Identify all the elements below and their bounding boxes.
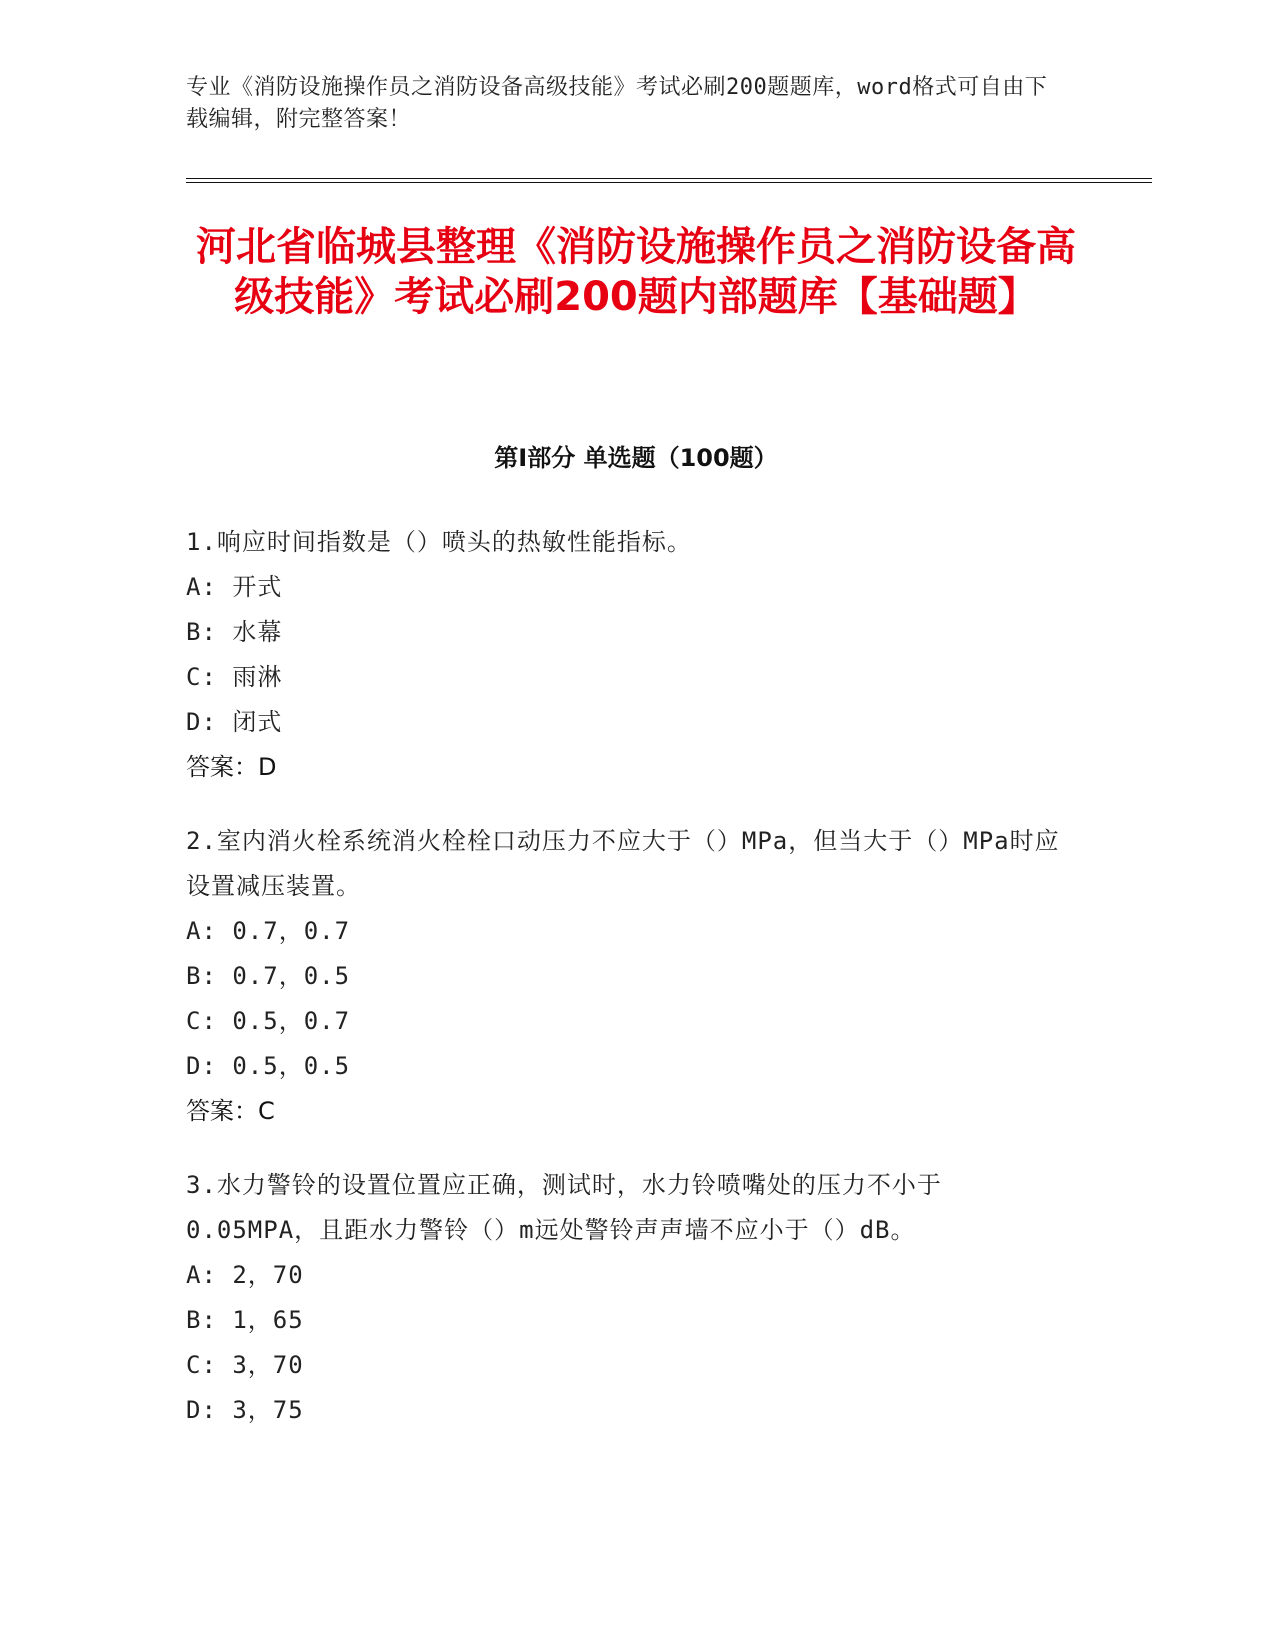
option-b: B: 0.7，0.5 — [186, 962, 351, 990]
answer: 答案：D — [186, 753, 277, 781]
question-3 — [186, 1163, 1066, 1433]
option-c: C: 3，70 — [186, 1351, 304, 1379]
question-2 — [186, 819, 1066, 1134]
option-a: A: 0.7，0.7 — [186, 917, 351, 945]
page-title: 河北省临城县整理《消防设施操作员之消防设备高级技能》考试必刷200题内部题库【基础题】 — [196, 224, 1076, 320]
option-b: B: 水幕 — [186, 618, 283, 646]
question-stem: 3.水力警铃的设置位置应正确，测试时，水力铃喷嘴处的压力不小于0.05MPA，且距水力警铃（）m远处警铃声声墙不应小于（）dB。 — [186, 1171, 942, 1244]
question-1 — [186, 520, 1066, 790]
header-rule-top — [186, 178, 1152, 179]
section-title: 第Ⅰ部分 单选题（100题） — [494, 444, 778, 472]
header-rule-bottom — [186, 182, 1152, 183]
option-c: C: 雨淋 — [186, 663, 283, 691]
question-list — [186, 520, 1066, 1462]
option-d: D: 3，75 — [186, 1396, 304, 1424]
option-c: C: 0.5，0.7 — [186, 1007, 351, 1035]
header-note: 专业《消防设施操作员之消防设备高级技能》考试必刷200题题库，word格式可自由下载编辑，附完整答案！ — [186, 75, 1048, 132]
answer: 答案：C — [186, 1097, 275, 1125]
option-d: D: 0.5，0.5 — [186, 1052, 351, 1080]
question-stem: 2.室内消火栓系统消火栓栓口动压力不应大于（）MPa，但当大于（）MPa时应设置减压装置。 — [186, 827, 1060, 900]
option-d: D: 闭式 — [186, 708, 283, 736]
option-a: A: 2，70 — [186, 1261, 304, 1289]
option-b: B: 1，65 — [186, 1306, 304, 1334]
question-stem: 1.响应时间指数是（）喷头的热敏性能指标。 — [186, 528, 692, 556]
option-a: A: 开式 — [186, 573, 283, 601]
